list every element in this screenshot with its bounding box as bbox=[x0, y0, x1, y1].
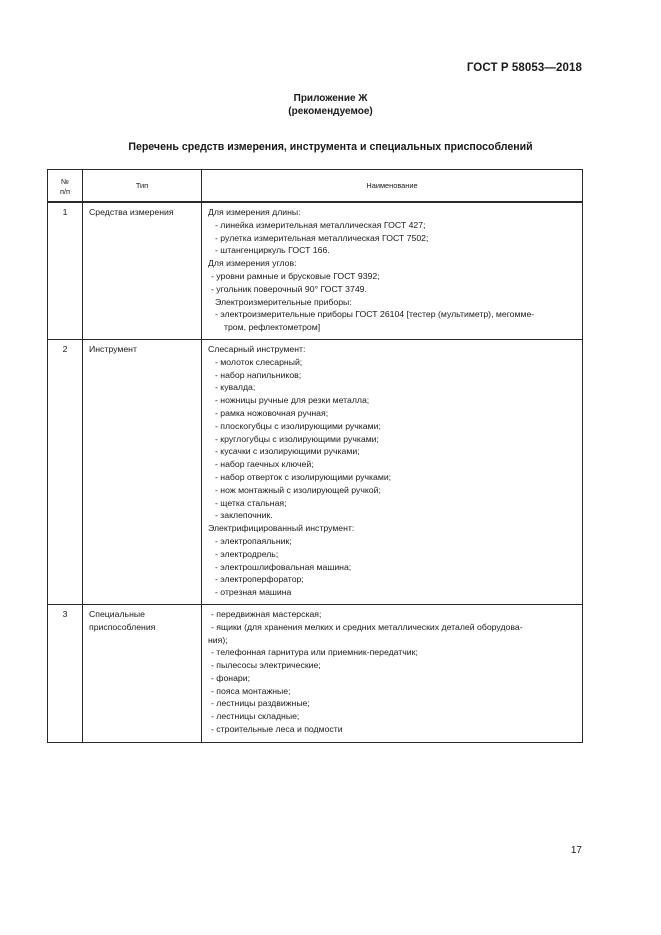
appendix-subtitle: (рекомендуемое) bbox=[288, 106, 373, 117]
list-item: Для измерения длины: bbox=[208, 207, 301, 217]
document-title: Перечень средств измерения, инструмента и специальных приспособлений bbox=[128, 141, 533, 153]
list-item: - фонари; bbox=[211, 672, 251, 683]
list-item: Слесарный инструмент: bbox=[208, 343, 306, 354]
table-row bbox=[48, 202, 583, 339]
list-item: - телефонная гарнитура или приемник-передатчик; bbox=[211, 647, 418, 658]
list-item: - нож монтажный с изолирующей ручкой; bbox=[215, 484, 381, 495]
list-item: - лестницы раздвижные; bbox=[211, 698, 310, 709]
list-item: - плоскогубцы с изолирующими ручками; bbox=[215, 420, 381, 431]
header-type: Тип bbox=[83, 170, 202, 203]
list-item: - рамка ножовочная ручная; bbox=[215, 407, 329, 418]
list-item: - щетка стальная; bbox=[215, 497, 287, 508]
list-item: - набор напильников; bbox=[215, 369, 302, 380]
header-number-line2: п/п bbox=[59, 186, 71, 196]
row-type: Средства измерения bbox=[83, 202, 202, 339]
list-item: - электроперфоратор; bbox=[215, 574, 304, 585]
list-item: - штангенциркуль ГОСТ 166. bbox=[215, 245, 330, 256]
list-item: - уровни рамные и брусковые ГОСТ 9392; bbox=[211, 270, 380, 281]
list-item: - ящики (для хранения мелких и средних металлических деталей оборудова- bbox=[211, 621, 523, 632]
appendix-title: Приложение Ж bbox=[293, 93, 368, 104]
list-item: - электроизмерительные приборы ГОСТ 26104 [тестер (мультиметр), мегомме- bbox=[215, 309, 535, 320]
row-items bbox=[202, 202, 583, 339]
list-item: - набор гаечных ключей; bbox=[215, 459, 314, 470]
list-item: - ножницы ручные для резки металла; bbox=[215, 395, 370, 406]
list-item: - рулетка измерительная металлическая ГОСТ 7502; bbox=[215, 232, 429, 243]
row-number: 3 bbox=[48, 604, 83, 742]
header-name: Наименование bbox=[202, 170, 583, 203]
list-item: - электропаяльник; bbox=[215, 535, 292, 546]
list-item: - кувалда; bbox=[215, 382, 256, 393]
table-row bbox=[48, 339, 583, 604]
row-type bbox=[83, 604, 202, 742]
row-number: 2 bbox=[48, 339, 83, 604]
row-type: Инструмент bbox=[83, 339, 202, 604]
list-item: - набор отверток с изолирующими ручками; bbox=[215, 471, 392, 482]
appendix-heading bbox=[0, 92, 661, 118]
list-item: - пылесосы электрические; bbox=[211, 660, 321, 671]
row-number: 1 bbox=[48, 202, 83, 339]
list-item: - заклепочник. bbox=[215, 510, 273, 521]
header-number-line1: № bbox=[61, 176, 69, 186]
list-item: - пояса монтажные; bbox=[211, 685, 291, 696]
row-type-line2: приспособления bbox=[89, 621, 156, 632]
list-item: - отрезная машина bbox=[215, 587, 292, 598]
list-item: - кусачки с изолирующими ручками; bbox=[215, 446, 360, 457]
list-item: Электрифицированный инструмент: bbox=[208, 523, 355, 534]
list-item: ния); bbox=[208, 634, 228, 645]
list-item: - угольник поверочный 90° ГОСТ 3749. bbox=[211, 283, 367, 294]
list-item: - круглогубцы с изолирующими ручками; bbox=[215, 433, 379, 444]
row-items bbox=[202, 604, 583, 742]
list-item: - лестницы складные; bbox=[211, 711, 300, 722]
table-row bbox=[48, 604, 583, 742]
header-number bbox=[48, 170, 83, 203]
document-standard-number: ГОСТ Р 58053—2018 bbox=[466, 62, 582, 74]
list-item: тром, рефлектометром] bbox=[224, 322, 321, 333]
list-item: - линейка измерительная металлическая ГОСТ 427; bbox=[215, 219, 426, 230]
equipment-table bbox=[47, 169, 583, 743]
table-header-row bbox=[48, 170, 583, 203]
list-item: - молоток слесарный; bbox=[215, 356, 303, 367]
row-items bbox=[202, 339, 583, 604]
list-item: - электрошлифовальная машина; bbox=[215, 561, 352, 572]
list-item: - строительные леса и подмости bbox=[211, 724, 343, 735]
list-item: - электродрель; bbox=[215, 548, 279, 559]
list-item: Для измерения углов: bbox=[208, 258, 297, 269]
row-type-line1: Специальные bbox=[89, 608, 145, 619]
page-number: 17 bbox=[570, 845, 582, 856]
list-item: Электроизмерительные приборы: bbox=[215, 296, 352, 307]
list-item: - передвижная мастерская; bbox=[211, 608, 322, 619]
